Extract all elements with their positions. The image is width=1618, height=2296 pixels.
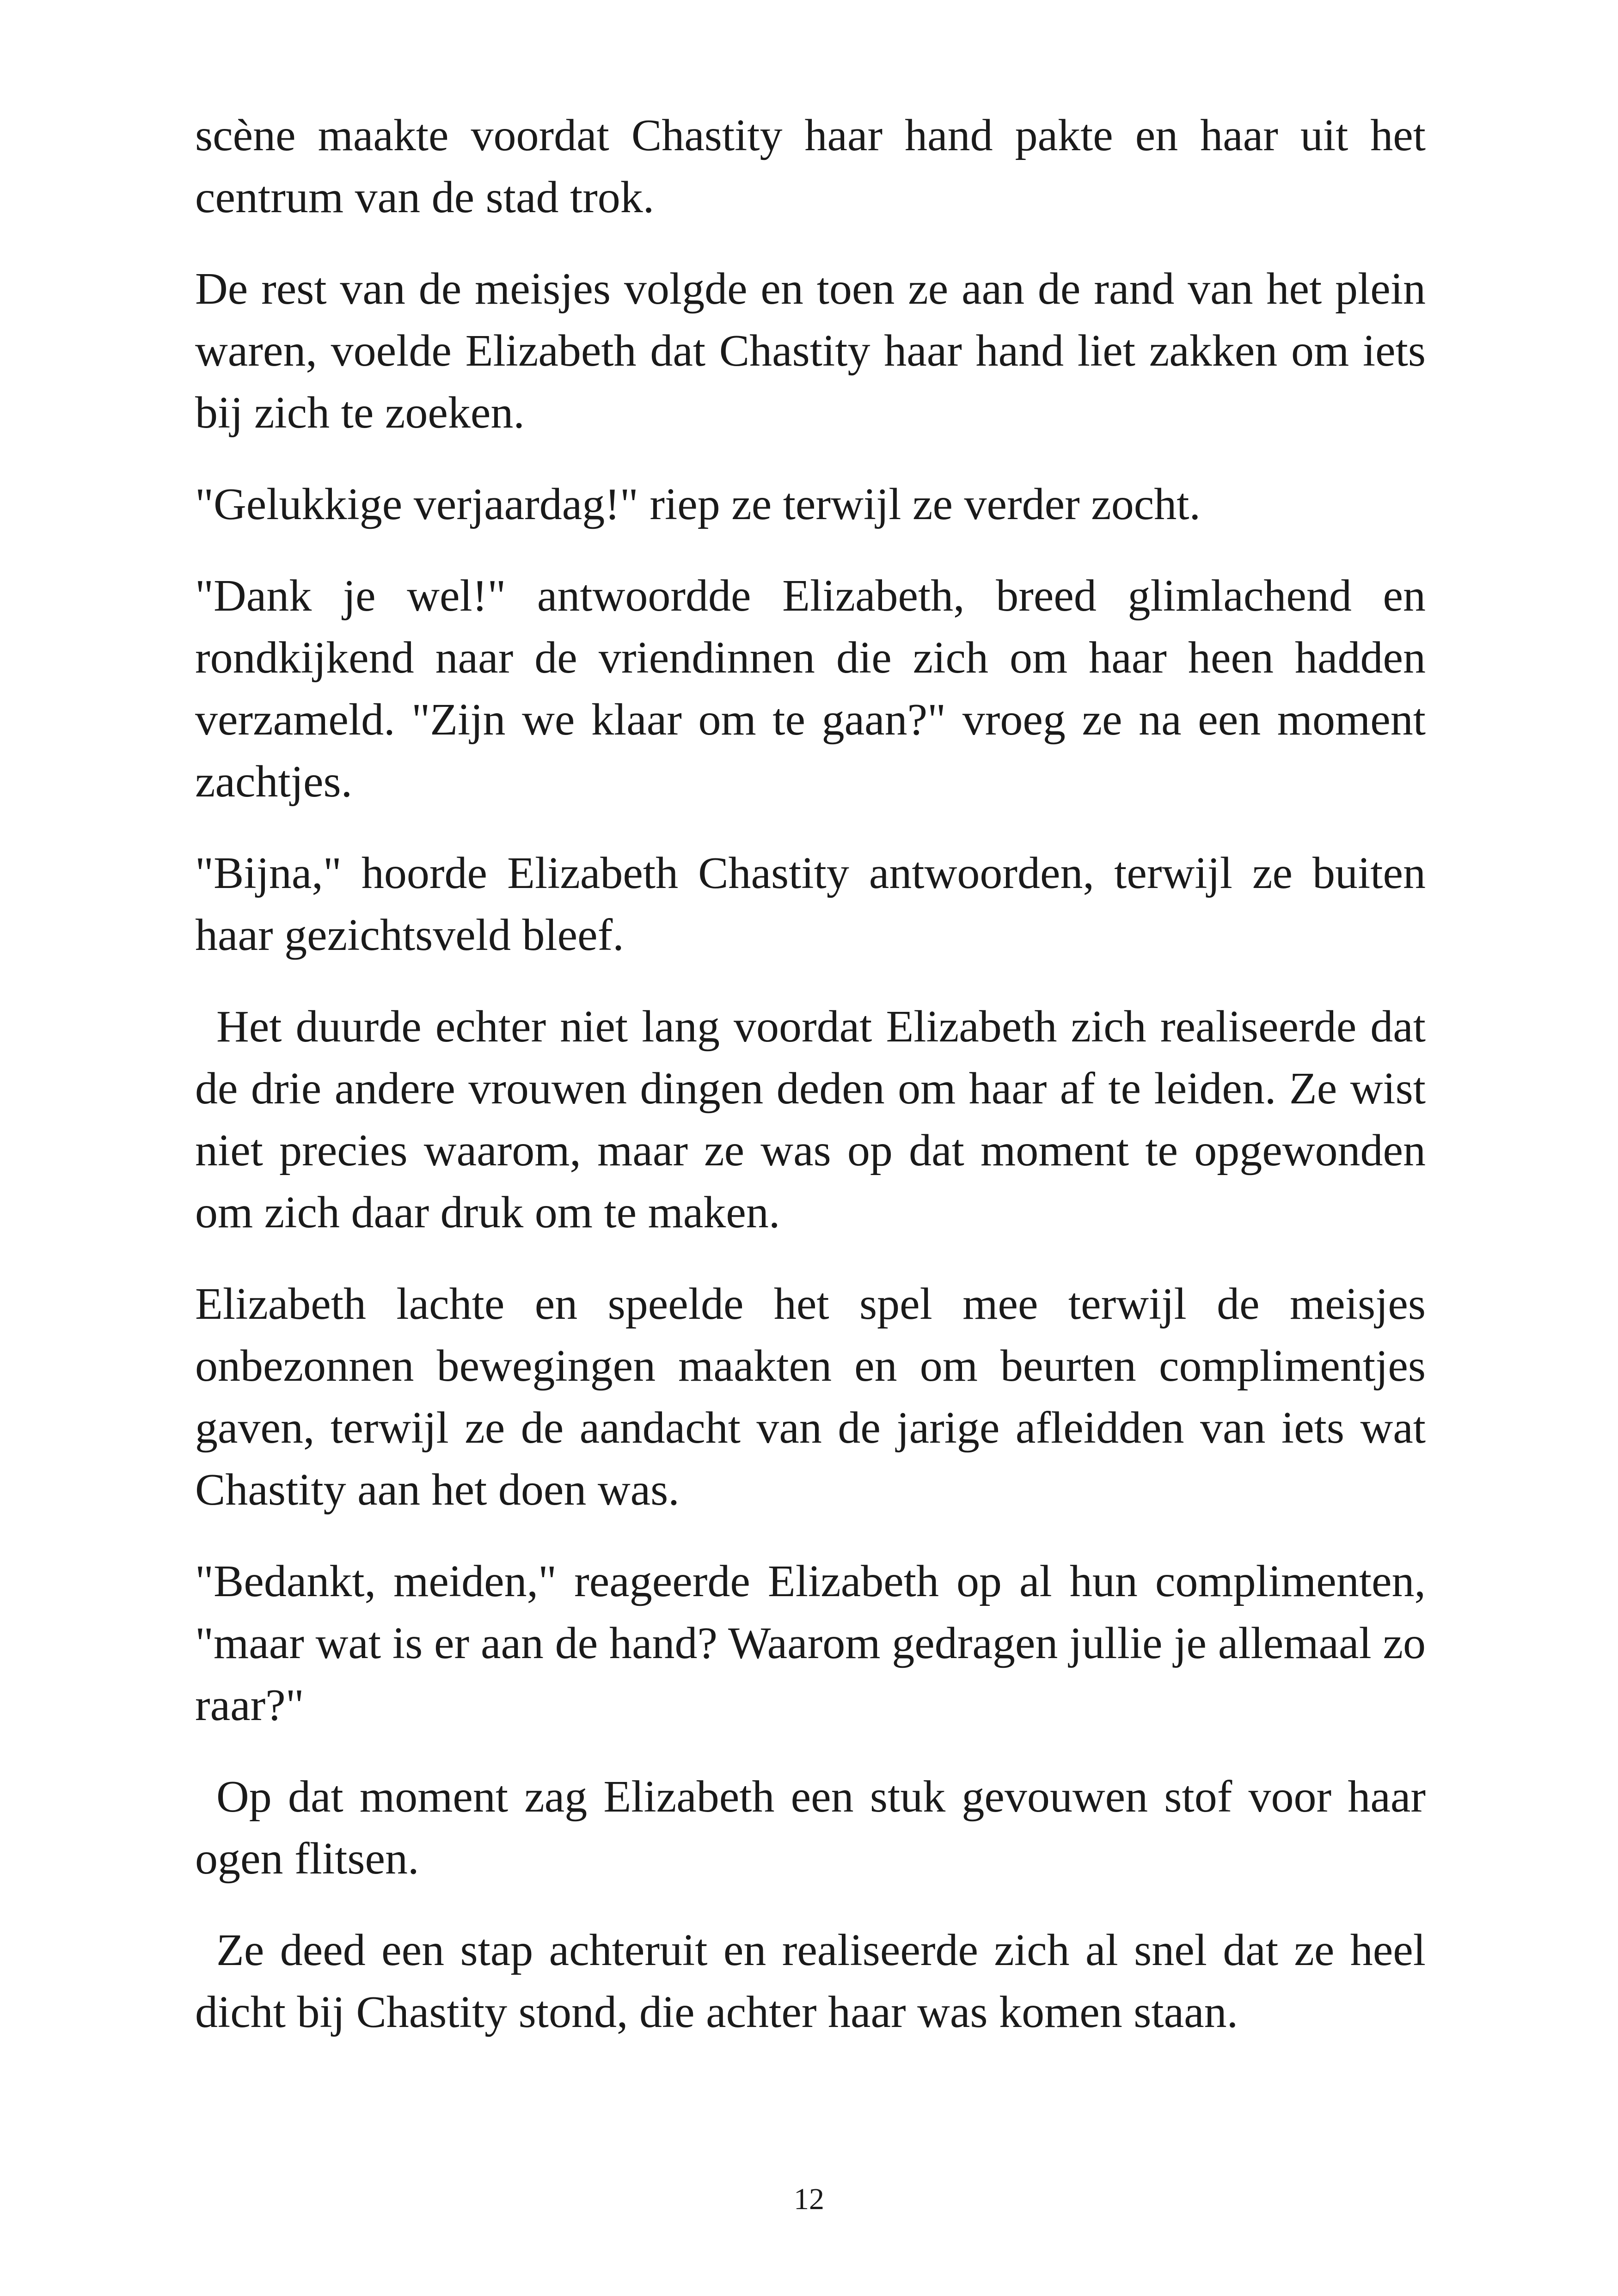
paragraph: Het duurde echter niet lang voordat Elizabeth zich realiseerde dat de drie andere vrouwen dingen deden om haar af te leiden. Ze wist niet precies waarom, maar ze was op dat moment te opgewonden om zich daar druk om te maken. [195, 1002, 1426, 1237]
page-number: 12 [794, 2182, 824, 2216]
paragraph: scène maakte voordat Chastity haar hand pakte en haar uit het centrum van de stad trok. [195, 110, 1426, 222]
paragraph: "Dank je wel!" antwoordde Elizabeth, breed glimlachend en rondkijkend naar de vriendinnen die zich om haar heen hadden verzameld. "Zijn we klaar om te gaan?" vroeg ze na een moment zachtjes. [195, 571, 1426, 807]
paragraph: Elizabeth lachte en speelde het spel mee terwijl de meisjes onbezonnen bewegingen maakten en om beurten complimentjes gaven, terwijl ze de aandacht van de jarige afleidden van iets wat Chastity aan het doen was. [195, 1279, 1426, 1515]
paragraph: "Bedankt, meiden," reageerde Elizabeth op al hun complimenten, "maar wat is er aan de hand? Waarom gedragen jullie je allemaal zo raar?" [195, 1556, 1426, 1730]
paragraph: Op dat moment zag Elizabeth een stuk gevouwen stof voor haar ogen flitsen. [195, 1772, 1426, 1884]
page-body [195, 104, 1426, 2073]
paragraph: "Bijna," hoorde Elizabeth Chastity antwoorden, terwijl ze buiten haar gezichtsveld bleef. [195, 848, 1426, 960]
paragraph: "Gelukkige verjaardag!" riep ze terwijl ze verder zocht. [195, 479, 1201, 529]
paragraph: Ze deed een stap achteruit en realiseerde zich al snel dat ze heel dicht bij Chastity stond, die achter haar was komen staan. [195, 1925, 1426, 2037]
paragraph: De rest van de meisjes volgde en toen ze aan de rand van het plein waren, voelde Elizabeth dat Chastity haar hand liet zakken om iets bij zich te zoeken. [195, 264, 1426, 438]
